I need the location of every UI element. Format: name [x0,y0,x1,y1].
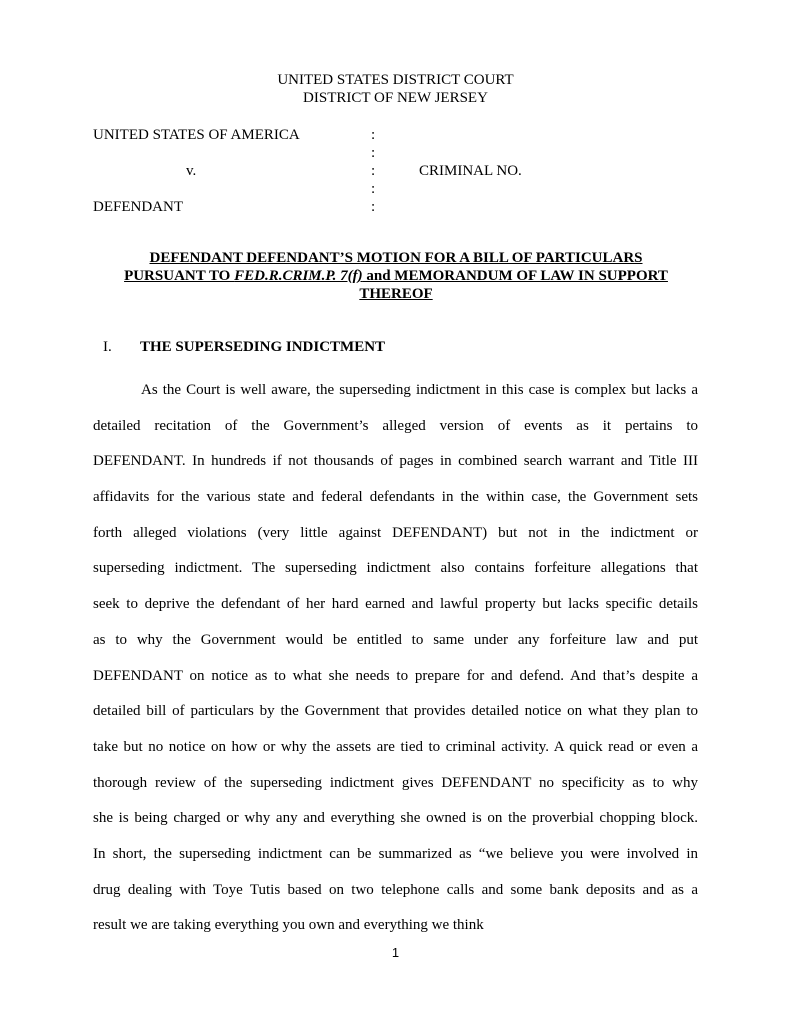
caption-colon: : [371,199,376,215]
body-line: thorough review of the superseding indictment gives DEFENDANT no specificity as to why [93,774,698,791]
body-line: she is being charged or why any and everything she owned is on the proverbial chopping block. [93,810,698,827]
body-line: As the Court is well aware, the superseding indictment in this case is complex but lacks a [141,382,698,398]
motion-title [94,249,698,303]
motion-title-line-3: THEREOF [359,286,433,302]
body-line: take but no notice on how or why the assets are tied to criminal activity. A quick read or even a [93,738,698,755]
body-paragraph [93,373,698,944]
caption-row-spacer-2 [371,180,375,198]
body-line: DEFENDANT on notice as to what she needs to prepare for and defend. And that’s despite a [93,667,698,684]
body-line: detailed bill of particulars by the Government that provides detailed notice on what they plan to [93,703,698,720]
court-heading [0,71,791,107]
body-line: as to why the Government would be entitled to same under any forfeiture law and put [93,631,698,648]
motion-title-line-2 [94,267,698,285]
body-line: detailed recitation of the Government’s alleged version of events as it pertains to [93,417,698,434]
motion-title-prefix: PURSUANT TO [124,268,235,284]
caption-row-defendant [93,198,593,216]
caption-defendant: DEFENDANT [93,199,183,215]
body-line: DEFENDANT. In hundreds if not thousands of pages in combined search warrant and Title III [93,453,698,470]
caption-colon: : [371,163,376,179]
court-name: UNITED STATES DISTRICT COURT [277,72,514,88]
motion-title-rule-citation: FED.R.CRIM.P. 7(f) [234,268,363,284]
body-line: drug dealing with Toye Tutis based on two telephone calls and some bank deposits and as a [93,881,698,898]
body-line: affidavits for the various state and federal defendants in the within case, the Government sets [93,489,698,506]
body-line: superseding indictment. The superseding indictment also contains forfeiture allegations that [93,560,698,577]
caption-case-label: CRIMINAL NO. [419,163,522,179]
section-number: I. [103,339,112,355]
motion-title-suffix: and MEMORANDUM OF LAW IN SUPPORT [362,268,668,284]
caption-colon: : [371,127,376,143]
caption-versus: v. [186,163,197,179]
motion-title-line-1: DEFENDANT DEFENDANT’S MOTION FOR A BILL OF PARTICULARS [149,250,643,266]
body-line: In short, the superseding indictment can be summarized as “we believe you were involved in [93,845,698,862]
body-line: result we are taking everything you own and everything we think [93,917,484,934]
caption-plaintiff: UNITED STATES OF AMERICA [93,127,300,143]
caption-row-plaintiff [93,126,593,144]
page-number: 1 [391,945,400,960]
section-title: THE SUPERSEDING INDICTMENT [140,339,386,355]
body-line: seek to deprive the defendant of her hard earned and lawful property but lacks specific details [93,596,698,613]
body-line: forth alleged violations (very little against DEFENDANT) but not in the indictment or [93,524,698,541]
caption-colon: : [371,181,376,197]
caption-row-spacer-1 [371,144,375,162]
caption-colon: : [371,145,376,161]
court-district: DISTRICT OF NEW JERSEY [303,90,488,106]
caption-row-versus [186,162,586,180]
